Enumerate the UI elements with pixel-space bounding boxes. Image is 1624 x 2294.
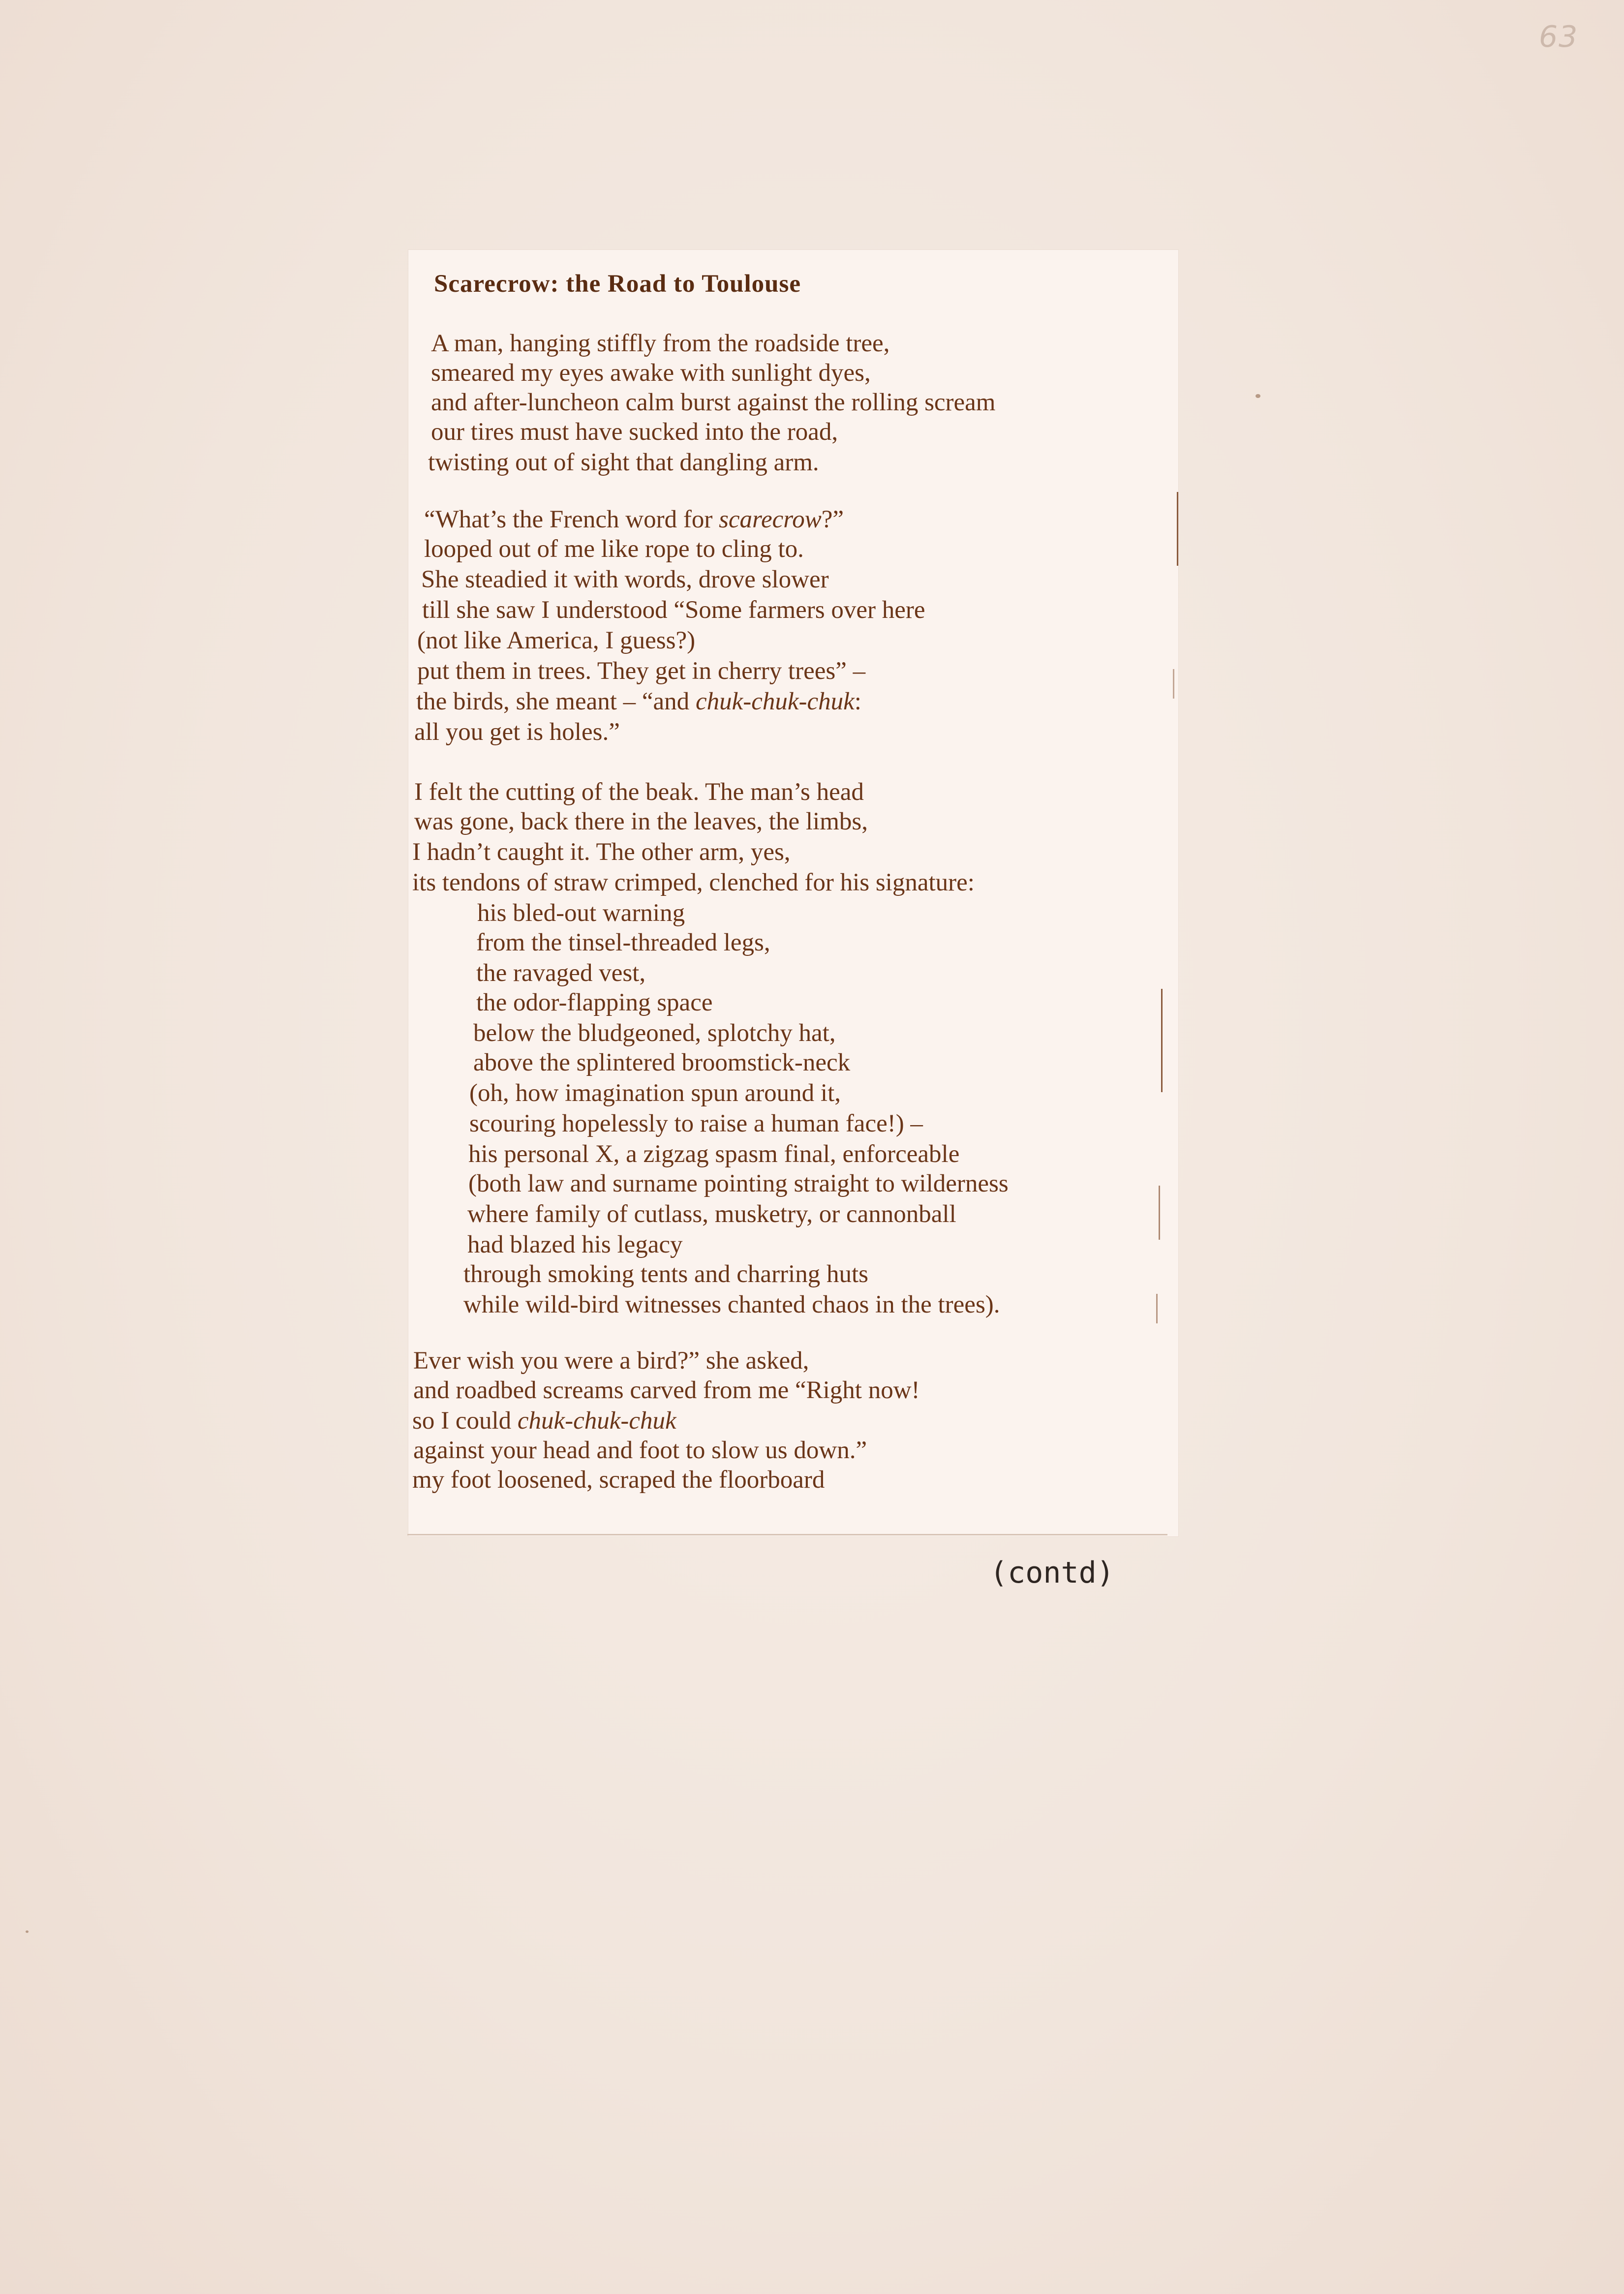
poem-line	[412, 1465, 825, 1495]
margin-mark	[1156, 1294, 1158, 1323]
poem-line-text: was gone, back there in the leaves, the limbs,	[414, 808, 868, 835]
poem-line-text: below the bludgeoned, splotchy hat,	[473, 1019, 836, 1047]
poem-line-text: twisting out of sight that dangling arm.	[428, 449, 819, 476]
poem-line-after: :	[854, 688, 861, 715]
poem-line	[416, 687, 861, 716]
poem-line	[431, 329, 889, 358]
poem-line-text: (oh, how imagination spun around it,	[469, 1079, 841, 1107]
poem-line	[428, 448, 819, 477]
poem-line	[417, 656, 865, 686]
poem-line	[412, 837, 791, 867]
poem-line	[467, 1230, 683, 1259]
poem-line-text: (not like America, I guess?)	[417, 627, 696, 654]
poem-line-text: till she saw I understood “Some farmers over here	[422, 596, 925, 624]
poem-line	[424, 534, 804, 564]
poem-line	[473, 1048, 850, 1077]
poem-line-italic: scarecrow	[719, 506, 822, 533]
poem-line-text: all you get is holes.”	[414, 718, 620, 746]
poem-line	[414, 807, 868, 836]
poem-line-text: scouring hopelessly to raise a human face!) –	[469, 1110, 923, 1137]
paper-speck	[1256, 394, 1260, 398]
poem-line	[469, 1078, 841, 1108]
poem-line	[424, 505, 844, 534]
poem-line-text: its tendons of straw crimped, clenched for his signature:	[412, 869, 975, 896]
poem-line	[476, 958, 645, 988]
poem-line	[473, 1018, 836, 1048]
margin-mark	[1173, 669, 1174, 699]
poem-line-text: his bled-out warning	[477, 899, 685, 927]
poem-line-text: the odor-flapping space	[476, 989, 713, 1016]
margin-mark	[1177, 492, 1178, 566]
margin-mark	[1161, 989, 1163, 1092]
poem-line	[413, 1346, 809, 1376]
poem-line	[431, 417, 838, 447]
poem-line-text: the ravaged vest,	[476, 959, 646, 987]
poem-line-text: his personal X, a zigzag spasm final, enforceable	[468, 1140, 960, 1168]
poem-line	[467, 1199, 956, 1229]
poem-title: Scarecrow: the Road to Toulouse	[434, 270, 801, 298]
poem-line	[421, 565, 829, 594]
poem-line-text: looped out of me like rope to cling to.	[424, 535, 804, 563]
poem-line	[476, 988, 712, 1017]
poem-line-text: our tires must have sucked into the road,	[431, 418, 838, 446]
poem-line	[412, 1406, 676, 1436]
poem-line-italic: chuk-chuk-chuk	[695, 688, 855, 715]
poem-line	[463, 1290, 1000, 1319]
poem-line-after: ?”	[821, 506, 844, 533]
poem-line-text: where family of cutlass, musketry, or cannonball	[467, 1200, 956, 1228]
poem-line	[422, 595, 925, 625]
poem-line-text: “What’s the French word for	[424, 506, 719, 533]
poem-line-text: and roadbed screams carved from me “Right now!	[413, 1376, 920, 1404]
poem-line-text: above the splintered broomstick-neck	[473, 1049, 851, 1076]
poem-line-text: through smoking tents and charring huts	[463, 1260, 868, 1288]
continued-note: (contd)	[990, 1556, 1114, 1590]
poem-line	[469, 1109, 923, 1138]
poem-line-text: while wild-bird witnesses chanted chaos in the trees).	[463, 1291, 1000, 1318]
paper-speck	[26, 1930, 29, 1933]
poem-line-text: I felt the cutting of the beak. The man’s head	[414, 778, 864, 806]
clipping-bottom-edge	[407, 1534, 1167, 1535]
poem-line-text: Ever wish you were a bird?” she asked,	[413, 1347, 809, 1375]
poem-line	[468, 1169, 1009, 1198]
poem-line-text: from the tinsel-threaded legs,	[476, 929, 770, 956]
poem-line	[414, 777, 864, 807]
poem-line-text: had blazed his legacy	[467, 1231, 683, 1258]
poem-line	[413, 1436, 867, 1465]
poem-line	[476, 928, 770, 957]
poem-line	[477, 898, 685, 928]
poem-line	[468, 1139, 959, 1169]
poem-line	[413, 1376, 920, 1405]
poem-line	[431, 388, 995, 417]
poem-line-text: She steadied it with words, drove slower	[421, 566, 829, 593]
poem-line-text: smeared my eyes awake with sunlight dyes,	[431, 359, 871, 387]
poem-line-text: I hadn’t caught it. The other arm, yes,	[412, 838, 791, 866]
poem-line-italic: chuk-chuk-chuk	[517, 1407, 676, 1435]
margin-mark	[1159, 1186, 1160, 1240]
poem-line-text: and after-luncheon calm burst against the rolling scream	[431, 389, 996, 416]
poem-line	[431, 358, 871, 388]
page-number: 63	[1539, 20, 1579, 54]
poem-line	[412, 868, 975, 897]
poem-line-text: (both law and surname pointing straight to wilderness	[468, 1170, 1009, 1197]
poem-line-text: put them in trees. They get in cherry trees” –	[417, 657, 866, 685]
poem-line	[463, 1259, 868, 1289]
poem-line-text: so I could	[412, 1407, 518, 1435]
poem-line-text: A man, hanging stiffly from the roadside tree,	[431, 330, 890, 357]
poem-line	[414, 717, 620, 747]
poem-line-text: my foot loosened, scraped the floorboard	[412, 1466, 825, 1494]
poem-line-text: the birds, she meant – “and	[416, 688, 696, 715]
poem-line	[417, 626, 695, 655]
poem-line-text: against your head and foot to slow us down.”	[413, 1437, 867, 1464]
